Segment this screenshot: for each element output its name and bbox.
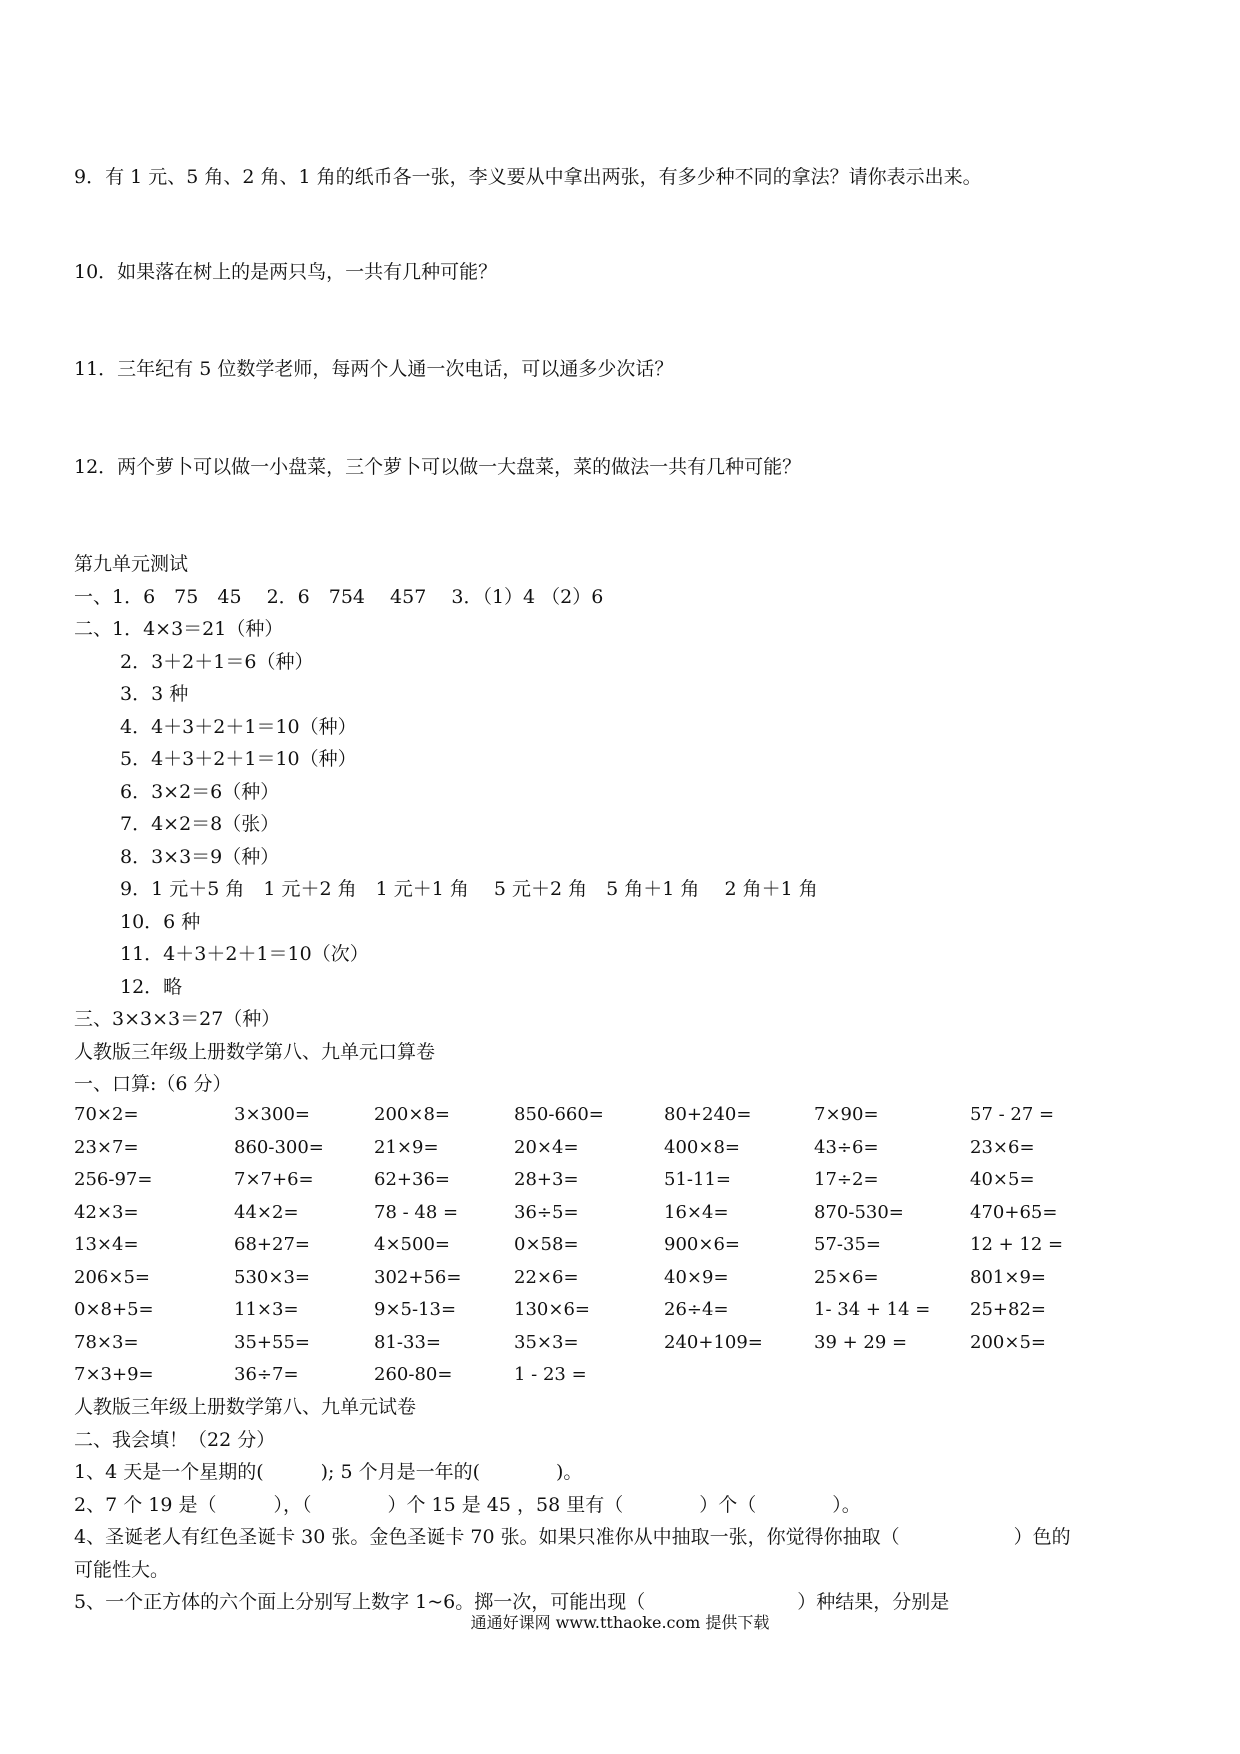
answer-item: 5．4＋3＋2＋1＝10（种） (120, 748, 357, 770)
calc-problem: 40×5= (970, 1169, 1035, 1190)
test-subtitle: 二、我会填！（22 分） (74, 1428, 276, 1451)
oral-subtitle: 一、口算:（6 分） (74, 1073, 232, 1095)
question-12: 12．两个萝卜可以做一小盘菜，三个萝卜可以做一大盘菜，菜的做法一共有几种可能？ (74, 456, 802, 478)
calc-problem: 530×3= (234, 1266, 310, 1288)
calc-problem: 78 - 48 = (374, 1201, 459, 1223)
calc-problem: 206×5= (74, 1266, 150, 1288)
answer-item: 6．3×2＝6（种） (120, 780, 280, 803)
calc-problem: 16×4= (664, 1201, 729, 1223)
calc-problem: 25×6= (814, 1266, 879, 1288)
calc-problem: 11×3= (234, 1299, 299, 1320)
test-line: 2、7 个 19 是（ ），（ ）个 15 是 45 ，58 里有（ ）个（ ）。 (74, 1493, 861, 1516)
answer-item: 9．1 元＋5 角 1 元＋2 角 1 元＋1 角 5 元＋2 角 5 角＋1 角 2 角＋1 角 (120, 878, 818, 900)
calc-problem: 1- 34 + 14 = (814, 1299, 931, 1320)
calc-problem: 80+240= (664, 1104, 752, 1125)
calc-problem: 200×5= (970, 1331, 1046, 1353)
calc-problem: 51-11= (664, 1169, 731, 1190)
calc-problem: 20×4= (514, 1136, 579, 1158)
calc-problem: 4×500= (374, 1234, 450, 1255)
test-line-last: 5、一个正方体的六个面上分别写上数字 1~6。掷一次，可能出现（ ）种结果，分别是 (74, 1591, 950, 1613)
calc-problem: 0×58= (514, 1234, 579, 1255)
calc-problem: 1 - 23 = (514, 1364, 587, 1385)
calc-problem: 7×3+9= (74, 1364, 154, 1385)
calc-problem: 25+82= (970, 1299, 1046, 1320)
calc-problem: 130×6= (514, 1299, 590, 1320)
calc-problem: 9×5-13= (374, 1299, 457, 1320)
calc-problem: 900×6= (664, 1234, 740, 1255)
calc-problem: 40×9= (664, 1266, 729, 1288)
calc-problem: 78×3= (74, 1331, 139, 1353)
page-footer: 通通好课网 www.tthaoke.com 提供下载 (470, 1613, 770, 1632)
question-10: 10．如果落在树上的是两只鸟，一共有几种可能？ (74, 261, 498, 283)
calc-problem: 400×8= (664, 1136, 740, 1158)
test-line: 4、圣诞老人有红色圣诞卡 30 张。金色圣诞卡 70 张。如果只准你从中抽取一张，你觉得你抽取（ ）色的 (74, 1526, 1071, 1548)
calc-problem: 870-530= (814, 1201, 904, 1223)
calc-problem: 42×3= (74, 1201, 139, 1223)
calc-problem: 470+65= (970, 1201, 1058, 1223)
test-title: 人教版三年级上册数学第八、九单元试卷 (74, 1396, 417, 1418)
calc-problem: 302+56= (374, 1266, 462, 1288)
calc-problem: 801×9= (970, 1266, 1046, 1288)
question-11: 11．三年纪有 5 位数学老师，每两个人通一次电话，可以通多少次话？ (74, 358, 674, 380)
answer-section (74, 548, 1174, 1101)
answer-item: 4．4＋3＋2＋1＝10（种） (120, 715, 357, 738)
calc-problem: 13×4= (74, 1234, 139, 1255)
calc-problem: 26÷4= (664, 1299, 729, 1320)
calc-problem: 36÷5= (514, 1201, 579, 1223)
answer-part3: 三、3×3×3＝27（种） (74, 1008, 281, 1030)
calc-problem: 256-97= (74, 1169, 153, 1190)
calc-problem: 21×9= (374, 1136, 439, 1158)
question-9: 9．有 1 元、5 角、2 角、1 角的纸币各一张，李义要从中拿出两张，有多少种不同的拿法？请你表示出来。 (74, 166, 982, 188)
answer-item: 2．3＋2＋1＝6（种） (120, 650, 314, 673)
answer-item: 3．3 种 (120, 683, 189, 705)
calc-problem: 81-33= (374, 1331, 441, 1353)
calc-problem: 850-660= (514, 1104, 604, 1125)
calc-problem: 3×300= (234, 1104, 310, 1125)
calc-problem: 43÷6= (814, 1136, 879, 1158)
calc-problem: 36÷7= (234, 1364, 299, 1385)
calc-problem: 28+3= (514, 1169, 579, 1190)
oral-title: 人教版三年级上册数学第八、九单元口算卷 (74, 1040, 436, 1063)
answer-item: 7．4×2＝8（张） (120, 813, 280, 835)
calc-problem: 35+55= (234, 1331, 310, 1353)
calc-problem: 860-300= (234, 1136, 324, 1158)
calc-problem: 12 + 12 = (970, 1234, 1064, 1255)
answer-title: 第九单元测试 (74, 553, 189, 575)
calc-problem: 23×6= (970, 1136, 1035, 1158)
calc-problem: 35×3= (514, 1331, 579, 1353)
test-line: 可能性大。 (74, 1558, 170, 1581)
calc-problem: 240+109= (664, 1331, 763, 1353)
calc-problem: 17÷2= (814, 1169, 879, 1190)
calc-problem: 57 - 27 = (970, 1104, 1055, 1125)
calc-problem: 39 + 29 = (814, 1331, 908, 1353)
answer-part2-first: 二、1．4×3＝21（种） (74, 618, 284, 640)
calc-problem: 68+27= (234, 1234, 310, 1255)
calc-problem: 7×7+6= (234, 1169, 314, 1190)
answer-item: 10．6 种 (120, 910, 201, 933)
calc-problem: 62+36= (374, 1169, 450, 1190)
calc-problem: 22×6= (514, 1266, 579, 1288)
calc-problem: 7×90= (814, 1104, 879, 1125)
calc-problem: 44×2= (234, 1201, 299, 1223)
calc-problem: 0×8+5= (74, 1299, 154, 1320)
test-line: 1、4 天是一个星期的( ); 5 个月是一年的( )。 (74, 1461, 583, 1483)
answer-part1: 一、1．6 75 45 2．6 754 457 3．（1）4 （2）6 (74, 585, 604, 608)
calc-problem: 260-80= (374, 1364, 453, 1385)
calc-problem: 200×8= (374, 1104, 450, 1125)
answer-item: 11．4＋3＋2＋1＝10（次） (120, 943, 369, 965)
calc-problem: 70×2= (74, 1104, 139, 1125)
answer-item: 8．3×3＝9（种） (120, 845, 280, 868)
calc-problem: 57-35= (814, 1234, 881, 1255)
calc-problem: 23×7= (74, 1136, 139, 1158)
answer-item: 12．略 (120, 975, 183, 998)
test-section (74, 1391, 1174, 1619)
